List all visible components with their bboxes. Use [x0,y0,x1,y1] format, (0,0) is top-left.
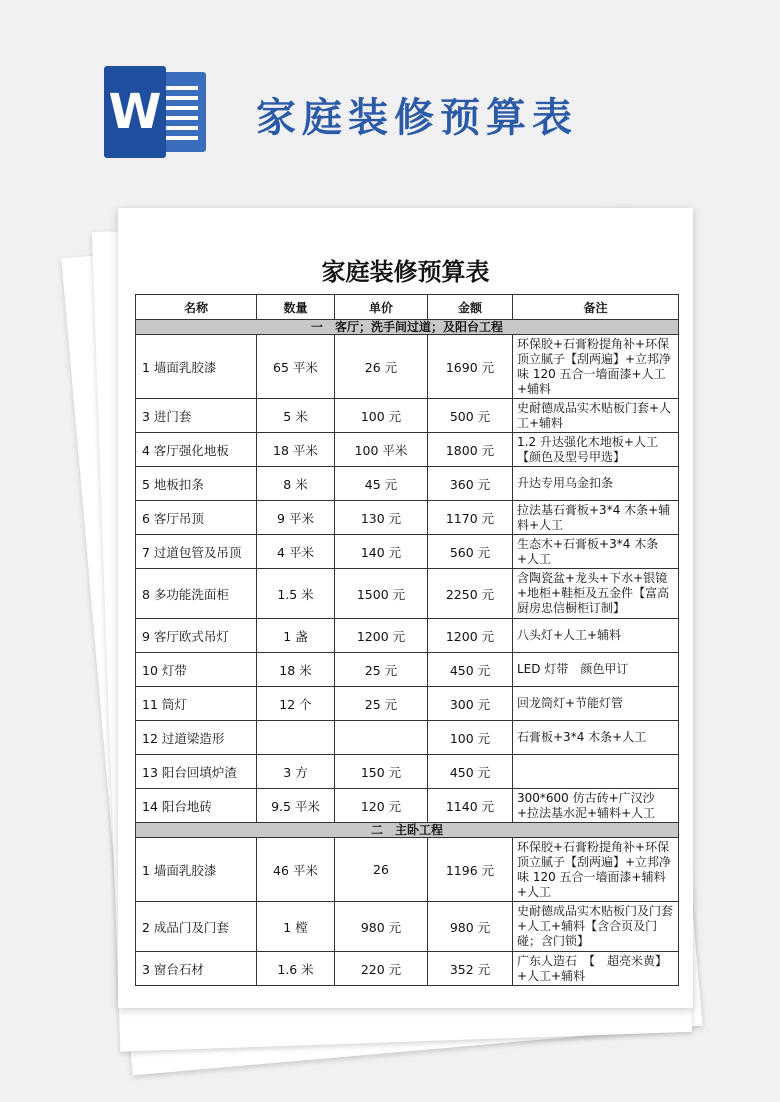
cell-amount: 560 元 [428,535,513,569]
document-page [118,208,693,1008]
cell-name: 3 进门套 [136,399,257,433]
cell-note: 1.2 升达强化木地板+人工【颜色及型号甲选】 [513,433,679,467]
cell-note: 石膏板+3*4 木条+人工 [513,721,679,755]
table-row [136,838,679,902]
cell-amount: 360 元 [428,467,513,501]
cell-note: 环保胶+石膏粉提角补+环保顶立腻子【刮两遍】+立邦净味 120 五合一墙面漆+辅料+人工 [513,838,679,902]
cell-qty: 18 米 [257,653,335,687]
cell-note: 广东人造石 【 超亮米黄】+人工+辅料 [513,952,679,986]
cell-amount: 1140 元 [428,789,513,823]
word-logo-letter: W [104,66,166,158]
cell-price: 220 元 [335,952,428,986]
table-row [136,789,679,823]
section-title: 二 主卧工程 [136,823,679,838]
cell-price: 100 元 [335,399,428,433]
section-title: 一 客厅；洗手间过道；及阳台工程 [136,320,679,335]
cell-amount: 1200 元 [428,619,513,653]
cell-price: 150 元 [335,755,428,789]
cell-amount: 2250 元 [428,569,513,619]
budget-table [135,294,679,986]
col-header-amount: 金额 [428,295,513,320]
cell-note: 含陶瓷盆+龙头+下水+银镜+地柜+鞋柜及五金件【富高厨房忠信橱柜订制】 [513,569,679,619]
cell-qty [257,721,335,755]
table-row [136,433,679,467]
cell-name: 12 过道梁造形 [136,721,257,755]
cell-note: 升达专用乌金扣条 [513,467,679,501]
cell-note: 环保胶+石膏粉提角补+环保顶立腻子【刮两遍】+立邦净味 120 五合一墙面漆+人工+辅料 [513,335,679,399]
cell-qty: 1.5 米 [257,569,335,619]
table-row [136,902,679,952]
table-row [136,653,679,687]
cell-name: 10 灯带 [136,653,257,687]
cell-qty: 18 平米 [257,433,335,467]
cell-name: 8 多功能洗面柜 [136,569,257,619]
cell-price: 980 元 [335,902,428,952]
cell-note: 八头灯+人工+辅料 [513,619,679,653]
cell-price: 25 元 [335,653,428,687]
table-row [136,467,679,501]
cell-note: 史耐德成品实木贴板门套+人工+辅料 [513,399,679,433]
cell-note: 300*600 仿古砖+广汉沙+拉法基水泥+辅料+人工 [513,789,679,823]
cell-qty: 12 个 [257,687,335,721]
table-row [136,755,679,789]
cell-amount: 450 元 [428,755,513,789]
cell-qty: 9.5 平米 [257,789,335,823]
cell-amount: 500 元 [428,399,513,433]
cell-amount: 1170 元 [428,501,513,535]
cell-name: 4 客厅强化地板 [136,433,257,467]
cell-amount: 980 元 [428,902,513,952]
cell-note: 生态木+石膏板+3*4 木条+人工 [513,535,679,569]
page-title: 家庭装修预算表 [256,95,578,141]
cell-amount: 352 元 [428,952,513,986]
col-header-qty: 数量 [257,295,335,320]
cell-name: 11 筒灯 [136,687,257,721]
cell-price: 100 平米 [335,433,428,467]
table-row [136,335,679,399]
cell-name: 2 成品门及门套 [136,902,257,952]
cell-qty: 3 方 [257,755,335,789]
cell-price [335,721,428,755]
cell-name: 1 墙面乳胶漆 [136,335,257,399]
word-logo-lines [166,86,198,146]
cell-amount: 450 元 [428,653,513,687]
cell-amount: 300 元 [428,687,513,721]
cell-qty: 1.6 米 [257,952,335,986]
cell-note [513,755,679,789]
cell-name: 14 阳台地砖 [136,789,257,823]
cell-qty: 9 平米 [257,501,335,535]
header-row [136,295,679,320]
table-row [136,952,679,986]
cell-price: 1200 元 [335,619,428,653]
cell-amount: 100 元 [428,721,513,755]
cell-price: 26 元 [335,335,428,399]
col-header-name: 名称 [136,295,257,320]
cell-amount: 1690 元 [428,335,513,399]
document-title: 家庭装修预算表 [321,258,490,286]
cell-price: 26 [335,838,428,902]
cell-qty: 1 樘 [257,902,335,952]
table-row [136,721,679,755]
cell-name: 3 窗台石材 [136,952,257,986]
cell-amount: 1196 元 [428,838,513,902]
cell-name: 5 地板扣条 [136,467,257,501]
cell-amount: 1800 元 [428,433,513,467]
cell-qty: 8 米 [257,467,335,501]
cell-name: 9 客厅欧式吊灯 [136,619,257,653]
table-row [136,399,679,433]
cell-note: 史耐德成品实木贴板门及门套+人工+辅料【含合页及门碰；含门锁】 [513,902,679,952]
section-row [136,823,679,838]
cell-price: 130 元 [335,501,428,535]
cell-note: 回龙筒灯+节能灯管 [513,687,679,721]
cell-qty: 65 平米 [257,335,335,399]
cell-qty: 5 米 [257,399,335,433]
section-row [136,320,679,335]
cell-price: 25 元 [335,687,428,721]
cell-note: LED 灯带 颜色甲订 [513,653,679,687]
cell-name: 7 过道包管及吊顶 [136,535,257,569]
cell-name: 6 客厅吊顶 [136,501,257,535]
table-row [136,687,679,721]
cell-price: 1500 元 [335,569,428,619]
cell-qty: 4 平米 [257,535,335,569]
cell-name: 1 墙面乳胶漆 [136,838,257,902]
cell-note: 拉法基石膏板+3*4 木条+辅料+人工 [513,501,679,535]
table-row [136,569,679,619]
cell-qty: 1 盏 [257,619,335,653]
word-logo-icon [104,66,208,158]
table-row [136,619,679,653]
cell-price: 140 元 [335,535,428,569]
cell-qty: 46 平米 [257,838,335,902]
cell-price: 120 元 [335,789,428,823]
cell-name: 13 阳台回填炉渣 [136,755,257,789]
table-row [136,501,679,535]
cell-price: 45 元 [335,467,428,501]
col-header-price: 单价 [335,295,428,320]
col-header-note: 备注 [513,295,679,320]
table-row [136,535,679,569]
